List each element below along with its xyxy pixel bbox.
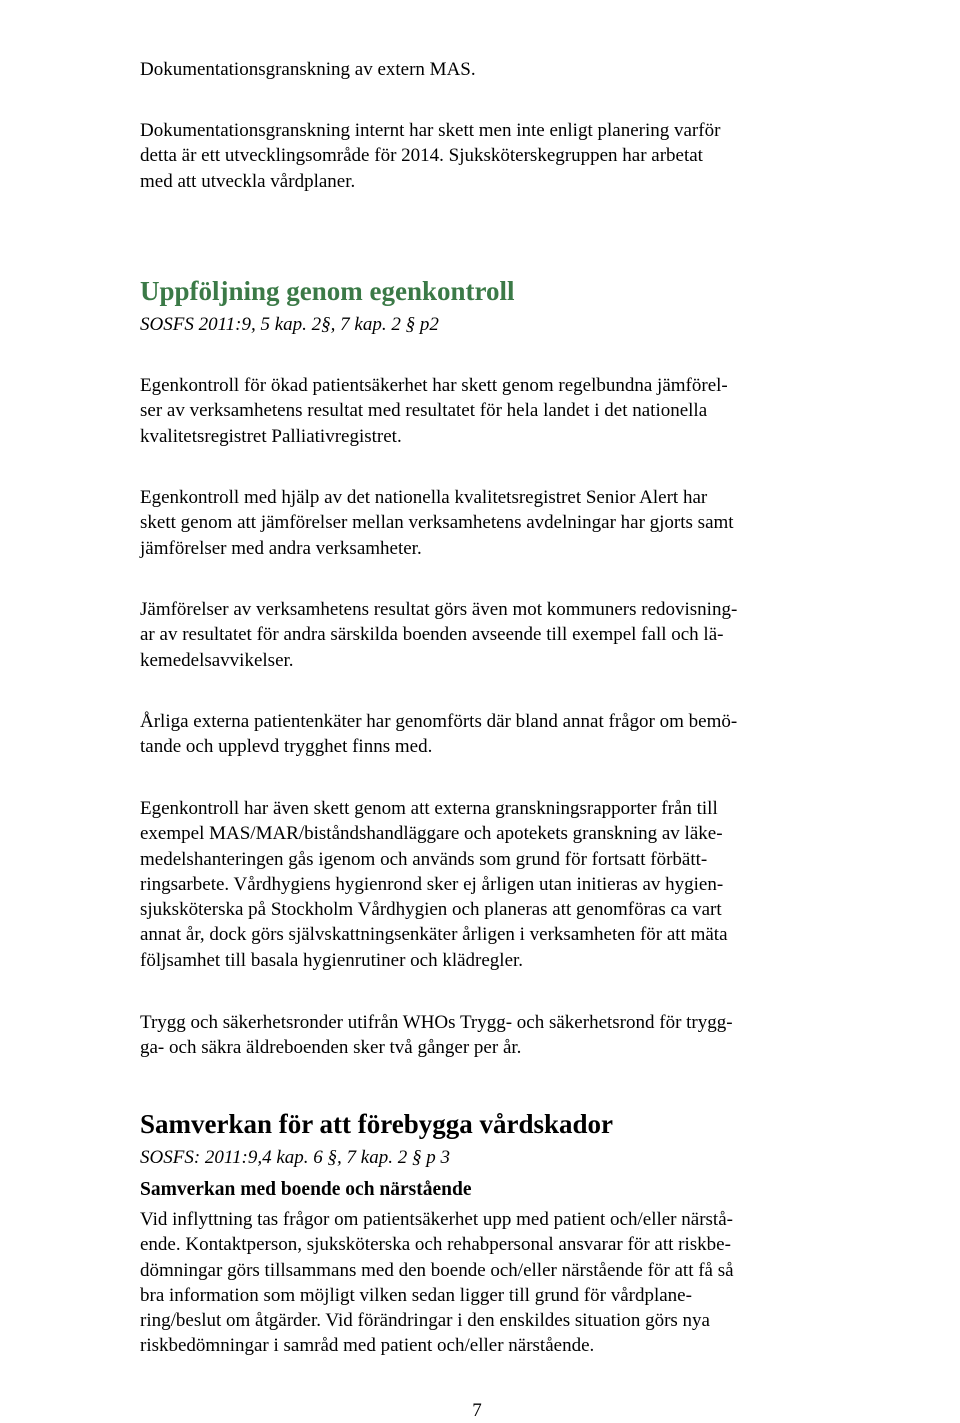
body-paragraph <box>140 373 840 449</box>
text-line: ring/beslut om åtgärder. Vid förändringar i den enskildes situation görs nya <box>140 1310 710 1332</box>
text-line: skett genom att jämförelser mellan verksamhetens avdelningar har gjorts samt <box>140 512 734 534</box>
body-paragraph <box>140 709 840 760</box>
text-line: dömningar görs tillsammans med den boende och/eller närstående för att få så <box>140 1259 734 1281</box>
text-line: Egenkontroll med hjälp av det nationella kvalitetsregistret Senior Alert har <box>140 487 708 508</box>
text-line: kvalitetsregistret Palliativregistret. <box>140 425 402 447</box>
text-line: jämförelser med andra verksamheter. <box>140 537 422 559</box>
body-paragraph <box>140 1010 840 1061</box>
text-line: tande och upplevd trygghet finns med. <box>140 736 433 758</box>
text-line: ringsarbete. Vårdhygiens hygienrond sker ej årligen utan initieras av hygien- <box>140 873 724 895</box>
text-line: medelshanteringen gås igenom och används som grund för fortsatt förbätt- <box>140 848 708 870</box>
text-line: Jämförelser av verksamhetens resultat görs även mot kommuners redovisning- <box>140 599 738 620</box>
reference-text: SOSFS 2011:9, 5 kap. 2§, 7 kap. 2 § p2 <box>140 314 439 335</box>
text-line: annat år, dock görs självskattningsenkäter årligen i verksamheten för att mäta <box>140 924 728 946</box>
text-line: följsamhet till basala hygienrutiner och klädregler. <box>140 949 524 971</box>
text-line: Årliga externa patientenkäter har genomförts där bland annat frågor om bemö- <box>140 711 738 732</box>
text-line: Egenkontroll har även skett genom att externa granskningsrapporter från till <box>140 798 718 819</box>
text-line: ar av resultatet för andra särskilda boenden avseende till exempel fall och lä- <box>140 624 724 646</box>
text-line: ser av verksamhetens resultat med resultatet för hela landet i det nationella <box>140 400 708 422</box>
subsection-heading <box>140 1177 840 1202</box>
section-heading-text: Samverkan för att förebygga vårdskador <box>140 1109 613 1139</box>
text-line: sjuksköterska på Stockholm Vårdhygien och planeras att genomföras ca vart <box>140 899 722 921</box>
text-line: med att utveckla vårdplaner. <box>140 170 356 192</box>
text-line: Dokumentationsgranskning av extern MAS. <box>140 59 476 80</box>
text-line: ende. Kontaktperson, sjuksköterska och rehabpersonal ansvarar för att riskbe- <box>140 1234 731 1256</box>
text-line: riskbedömningar i samråd med patient och/eller närstående. <box>140 1335 595 1357</box>
intro-paragraph <box>140 118 840 194</box>
text-line: bra information som möjligt vilken sedan ligger till grund för vårdplane- <box>140 1284 692 1306</box>
section-reference <box>140 312 840 337</box>
body-paragraph <box>140 796 840 973</box>
text-line: detta är ett utvecklingsområde för 2014. Sjuksköterskegruppen har arbetat <box>140 145 703 167</box>
text-line: Vid inflyttning tas frågor om patientsäkerhet upp med patient och/eller närstå- <box>140 1209 733 1230</box>
subsection-heading-text: Samverkan med boende och närstående <box>140 1179 472 1200</box>
body-paragraph <box>140 597 840 673</box>
text-line: kemedelsavvikelser. <box>140 649 294 671</box>
section-heading-text: Uppföljning genom egenkontroll <box>140 276 515 306</box>
reference-text: SOSFS: 2011:9,4 kap. 6 §, 7 kap. 2 § p 3 <box>140 1147 450 1168</box>
section-reference <box>140 1145 840 1170</box>
text-line: Trygg och säkerhetsronder utifrån WHOs Trygg- och säkerhetsrond för trygg- <box>140 1012 733 1033</box>
text-line: Dokumentationsgranskning internt har skett men inte enligt planering varför <box>140 120 721 141</box>
body-paragraph <box>140 1207 840 1359</box>
section-heading <box>140 274 840 308</box>
body-paragraph <box>140 485 840 561</box>
text-line: ga- och säkra äldreboenden sker två gånger per år. <box>140 1037 522 1059</box>
text-line: Egenkontroll för ökad patientsäkerhet har skett genom regelbundna jämförel- <box>140 375 728 396</box>
text-line: exempel MAS/MAR/biståndshandläggare och apotekets granskning av läke- <box>140 823 723 845</box>
page-number: 7 <box>472 1400 482 1421</box>
intro-paragraph <box>140 57 840 82</box>
section-heading <box>140 1107 840 1141</box>
